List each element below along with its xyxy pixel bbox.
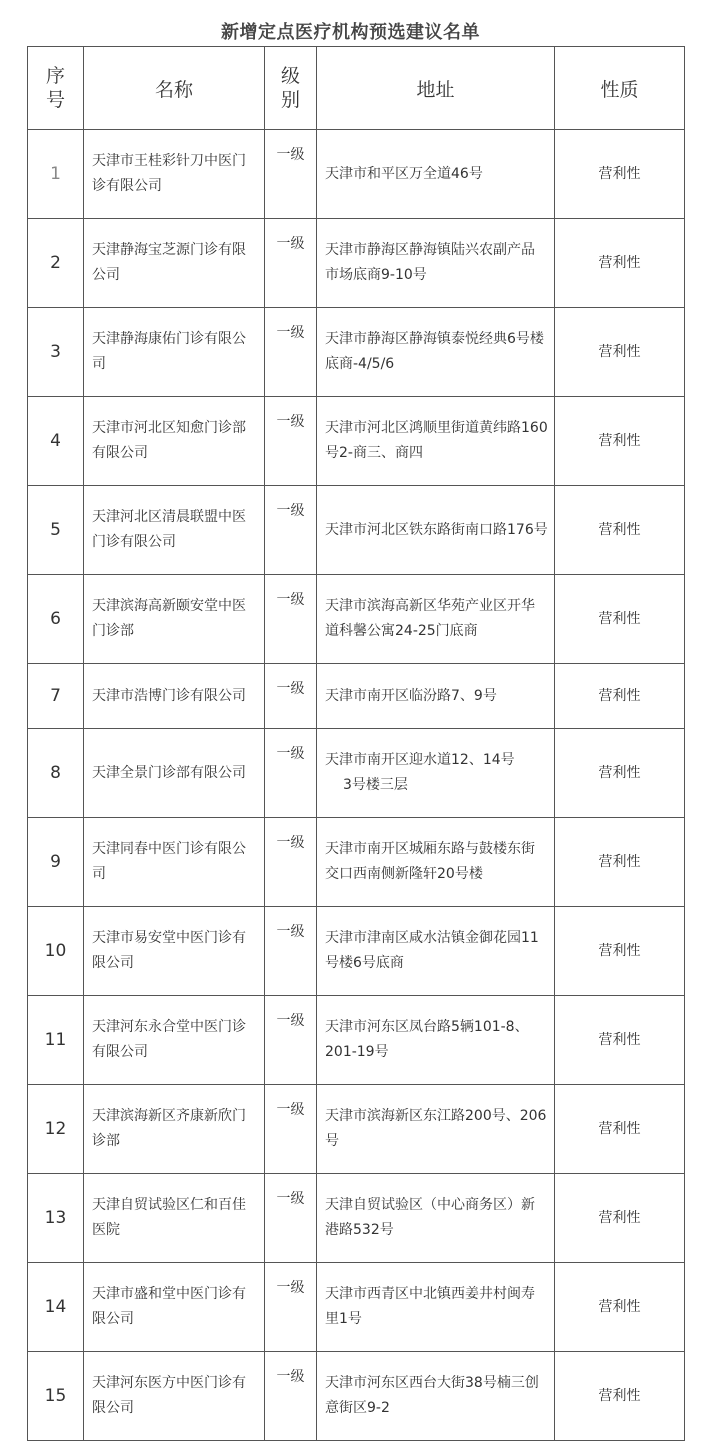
institution-address: 天津市河北区鸿顺里街道黄纬路160号2-商三、商四: [317, 397, 555, 486]
table-row: [28, 996, 685, 1085]
header-row: [28, 47, 685, 130]
institution-level: 一级: [265, 907, 317, 996]
row-number: 15: [28, 1352, 84, 1441]
header-seq: 序 号: [28, 47, 84, 130]
institution-nature: 营利性: [555, 130, 685, 219]
table-row: [28, 130, 685, 219]
table-row: [28, 818, 685, 907]
institution-nature: 营利性: [555, 1263, 685, 1352]
header-nature: 性质: [555, 47, 685, 130]
header-name: 名称: [84, 47, 265, 130]
institution-level: 一级: [265, 996, 317, 1085]
institution-level: 一级: [265, 1085, 317, 1174]
institution-level: 一级: [265, 1174, 317, 1263]
institution-address: 天津市滨海高新区华苑产业区开华道科馨公寓24-25门底商: [317, 575, 555, 664]
row-number: 7: [28, 664, 84, 729]
institution-address: 天津市静海区静海镇泰悦经典6号楼底商-4/5/6: [317, 308, 555, 397]
table-row: [28, 1085, 685, 1174]
row-number: 4: [28, 397, 84, 486]
institution-level: 一级: [265, 219, 317, 308]
institution-nature: 营利性: [555, 575, 685, 664]
institution-level: 一级: [265, 486, 317, 575]
institution-name: 天津市浩博门诊有限公司: [84, 664, 265, 729]
institution-nature: 营利性: [555, 397, 685, 486]
row-number: 3: [28, 308, 84, 397]
row-number: 9: [28, 818, 84, 907]
institution-nature: 营利性: [555, 996, 685, 1085]
institution-address: 天津市津南区咸水沽镇金御花园11号楼6号底商: [317, 907, 555, 996]
institution-name: 天津静海宝芝源门诊有限公司: [84, 219, 265, 308]
institution-level: 一级: [265, 664, 317, 729]
institution-address: 天津市河北区铁东路街南口路176号: [317, 486, 555, 575]
table-row: [28, 575, 685, 664]
institution-address: 天津市和平区万全道46号: [317, 130, 555, 219]
institution-level: 一级: [265, 729, 317, 818]
institution-nature: 营利性: [555, 907, 685, 996]
institution-address: 天津市河东区西台大街38号楠三创意街区9-2: [317, 1352, 555, 1441]
row-number: 13: [28, 1174, 84, 1263]
institution-name: 天津河东永合堂中医门诊有限公司: [84, 996, 265, 1085]
table-row: [28, 1352, 685, 1441]
institution-level: 一级: [265, 308, 317, 397]
institution-name: 天津市盛和堂中医门诊有限公司: [84, 1263, 265, 1352]
institution-level: 一级: [265, 1263, 317, 1352]
table-row: [28, 907, 685, 996]
page-title: 新增定点医疗机构预选建议名单: [221, 22, 480, 43]
table-row: [28, 729, 685, 818]
institution-level: 一级: [265, 818, 317, 907]
institution-level: 一级: [265, 397, 317, 486]
institution-name: 天津河北区清晨联盟中医门诊有限公司: [84, 486, 265, 575]
row-number: 11: [28, 996, 84, 1085]
institution-address: 天津自贸试验区（中心商务区）新港路532号: [317, 1174, 555, 1263]
institution-name: 天津静海康佑门诊有限公司: [84, 308, 265, 397]
institution-table: [27, 46, 685, 1441]
institution-level: 一级: [265, 575, 317, 664]
row-number: 12: [28, 1085, 84, 1174]
institution-nature: 营利性: [555, 219, 685, 308]
institution-address: 天津市南开区迎水道12、14号 3号楼三层: [317, 729, 555, 818]
institution-nature: 营利性: [555, 1352, 685, 1441]
row-number: 10: [28, 907, 84, 996]
institution-nature: 营利性: [555, 729, 685, 818]
table-row: [28, 308, 685, 397]
institution-address: 天津市南开区临汾路7、9号: [317, 664, 555, 729]
institution-name: 天津滨海新区齐康新欣门诊部: [84, 1085, 265, 1174]
row-number: 6: [28, 575, 84, 664]
institution-address: 天津市南开区城厢东路与鼓楼东街交口西南侧新隆轩20号楼: [317, 818, 555, 907]
institution-address: 天津市静海区静海镇陆兴农副产品市场底商9-10号: [317, 219, 555, 308]
row-number: 2: [28, 219, 84, 308]
institution-name: 天津全景门诊部有限公司: [84, 729, 265, 818]
institution-nature: 营利性: [555, 664, 685, 729]
institution-nature: 营利性: [555, 818, 685, 907]
institution-nature: 营利性: [555, 1174, 685, 1263]
row-number: 1: [28, 130, 84, 219]
table-row: [28, 486, 685, 575]
institution-nature: 营利性: [555, 308, 685, 397]
table-row: [28, 397, 685, 486]
institution-name: 天津市王桂彩针刀中医门诊有限公司: [84, 130, 265, 219]
table-row: [28, 1174, 685, 1263]
institution-level: 一级: [265, 130, 317, 219]
institution-nature: 营利性: [555, 1085, 685, 1174]
row-number: 8: [28, 729, 84, 818]
table-row: [28, 219, 685, 308]
institution-level: 一级: [265, 1352, 317, 1441]
institution-name: 天津河东医方中医门诊有限公司: [84, 1352, 265, 1441]
institution-name: 天津市易安堂中医门诊有限公司: [84, 907, 265, 996]
institution-name: 天津滨海高新颐安堂中医门诊部: [84, 575, 265, 664]
table-row: [28, 664, 685, 729]
header-level: 级 别: [265, 47, 317, 130]
institution-address: 天津市西青区中北镇西姜井村闽寿里1号: [317, 1263, 555, 1352]
institution-nature: 营利性: [555, 486, 685, 575]
row-number: 5: [28, 486, 84, 575]
institution-name: 天津市河北区知愈门诊部有限公司: [84, 397, 265, 486]
institution-name: 天津自贸试验区仁和百佳医院: [84, 1174, 265, 1263]
institution-address: 天津市滨海新区东江路200号、206号: [317, 1085, 555, 1174]
header-address: 地址: [317, 47, 555, 130]
institution-name: 天津同春中医门诊有限公司: [84, 818, 265, 907]
institution-address: 天津市河东区凤台路5辆101-8、201-19号: [317, 996, 555, 1085]
table-row: [28, 1263, 685, 1352]
row-number: 14: [28, 1263, 84, 1352]
